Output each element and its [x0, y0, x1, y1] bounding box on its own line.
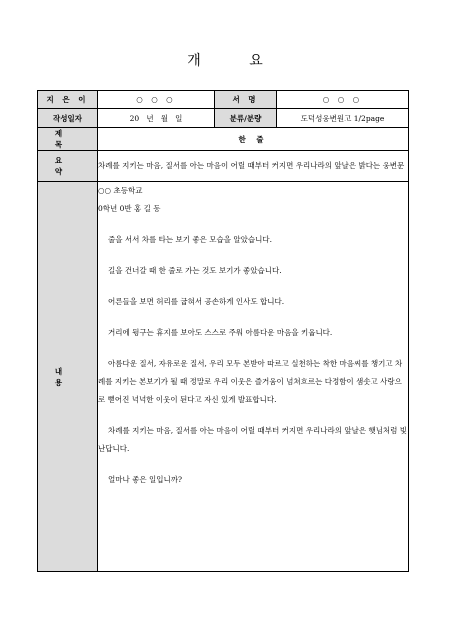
summary-label: 요 약: [38, 151, 98, 182]
subject-label: 제 목: [38, 128, 98, 151]
category-value[interactable]: 도덕성웅변원고 1/2page: [277, 109, 409, 128]
outline-form: [37, 90, 409, 572]
subject-value[interactable]: 한 줄: [98, 128, 409, 151]
content-label: 내 용: [38, 182, 98, 572]
content-paragraph: 얼마나 좋은 일입니까?: [108, 475, 182, 484]
author-value[interactable]: ○ ○ ○: [98, 91, 215, 109]
author-label: 지 은 이: [38, 91, 98, 109]
signature-label: 서 명: [215, 91, 277, 109]
content-paragraph: 아름다운 질서, 자유로운 질서, 우리 모두 본받아 따르고 실천하는 착한 마음씨를 챙기고 차례를 지키는 본보기가 될 때 정말로 우리 이웃은 즐거움이 넘쳐흐르는 다정함이 샘솟고 사랑으로 뻗어진 넉넉한 이웃이 된다고 자신 있게 발표합니다.: [98, 359, 403, 404]
school-name: ○○ 초등학교: [98, 186, 143, 195]
content-body[interactable]: [98, 182, 409, 572]
summary-text[interactable]: 차례를 지키는 마음, 질서를 아는 마음이 어릴 때부터 커지면 우리나라의 앞날은 밝다는 웅변문: [98, 151, 409, 182]
content-paragraph: 어른들을 보면 허리를 굽혀서 공손하게 인사도 합니다.: [108, 297, 285, 306]
content-paragraph: 길을 건너갈 때 한 줄로 가는 것도 보기가 좋았습니다.: [108, 266, 282, 275]
content-paragraph: 줄을 서서 차를 타는 보기 좋은 모습을 알았습니다.: [108, 235, 272, 244]
date-label: 작성일자: [38, 109, 98, 128]
signature-value[interactable]: ○ ○ ○: [277, 91, 409, 109]
content-paragraph: 거리에 뒹구는 휴지를 보아도 스스로 주워 아름다운 마음을 키웁니다.: [108, 328, 333, 337]
content-paragraph: 차례를 지키는 마음, 질서를 아는 마음이 어릴 때부터 커지면 우리나라의 앞날은 햇님처럼 빛난답니다.: [98, 426, 408, 453]
author-row: [38, 91, 409, 109]
student-name: 0학년 0반 홍 길 동: [98, 204, 161, 213]
date-value[interactable]: 20 년 월 일: [98, 109, 215, 128]
content-row: [38, 182, 409, 572]
summary-row: [38, 151, 409, 182]
category-label: 분류/분량: [215, 109, 277, 128]
subject-row: [38, 128, 409, 151]
document-title: 개 요: [187, 53, 285, 69]
date-row: [38, 109, 409, 128]
